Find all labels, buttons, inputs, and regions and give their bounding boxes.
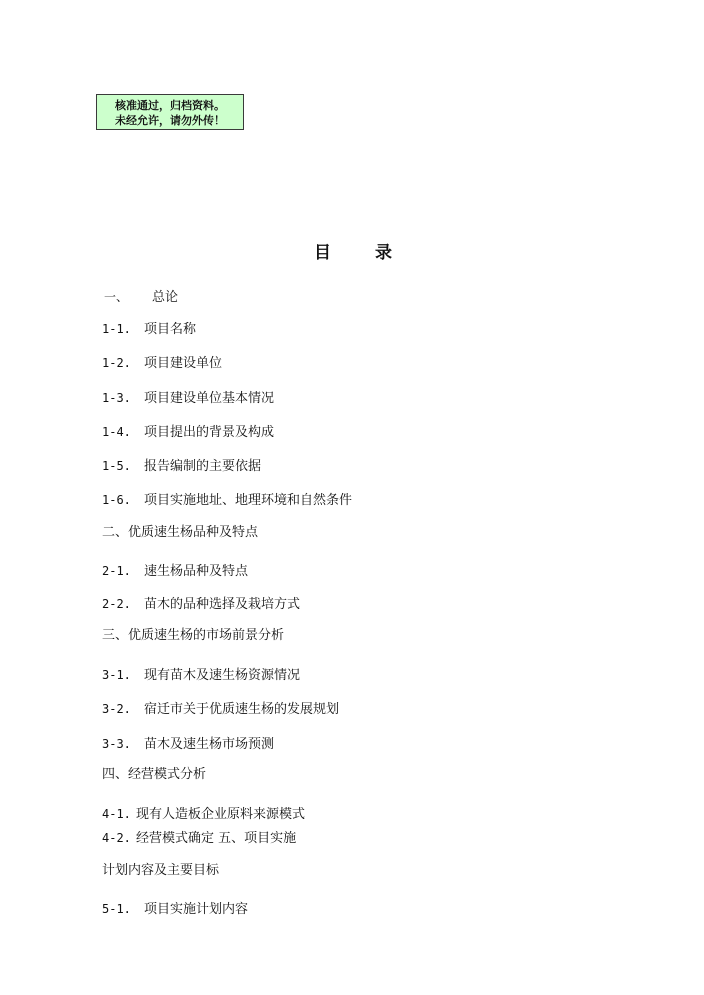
toc-num: 4-2. bbox=[102, 831, 131, 845]
toc-item bbox=[102, 492, 352, 509]
toc-item bbox=[102, 830, 296, 847]
toc-item bbox=[102, 424, 274, 441]
title-char-2: 录 bbox=[375, 243, 392, 263]
toc-num: 5-1. bbox=[102, 902, 131, 916]
toc-item bbox=[102, 390, 274, 407]
toc-num: 1-1. bbox=[102, 322, 131, 336]
toc-item bbox=[102, 596, 300, 613]
toc-section-4: 四、经营模式分析 bbox=[102, 767, 207, 782]
approval-stamp bbox=[96, 94, 244, 130]
toc-item bbox=[102, 355, 222, 372]
toc-label: 苗木及速生杨市场预测 bbox=[144, 737, 275, 752]
toc-item bbox=[102, 736, 274, 753]
toc-label: 经营模式确定 五、项目实施 bbox=[136, 831, 297, 846]
toc-num: 1-4. bbox=[102, 425, 131, 439]
toc-num: 1-2. bbox=[102, 356, 131, 370]
toc-num: 1-3. bbox=[102, 391, 131, 405]
toc-num: 3-1. bbox=[102, 668, 131, 682]
toc-num: 一、 bbox=[104, 290, 129, 304]
toc-label: 苗木的品种选择及栽培方式 bbox=[144, 597, 301, 612]
toc-item bbox=[102, 667, 300, 684]
toc-continuation: 计划内容及主要目标 bbox=[102, 863, 220, 878]
toc-num: 4-1. bbox=[102, 807, 131, 821]
toc-label: 项目建设单位基本情况 bbox=[144, 391, 275, 406]
toc-label: 速生杨品种及特点 bbox=[144, 564, 249, 579]
toc-label: 项目提出的背景及构成 bbox=[144, 425, 275, 440]
toc-item bbox=[102, 458, 261, 475]
toc-label: 项目名称 bbox=[144, 322, 197, 337]
toc-label: 总论 bbox=[152, 290, 179, 305]
toc-label: 现有人造板企业原料来源模式 bbox=[136, 807, 306, 822]
toc-num: 1-6. bbox=[102, 493, 131, 507]
toc-num: 1-5. bbox=[102, 459, 131, 473]
toc-section-1 bbox=[104, 289, 178, 306]
toc-label: 报告编制的主要依据 bbox=[144, 459, 262, 474]
toc-item bbox=[102, 563, 248, 580]
toc-label: 项目实施计划内容 bbox=[144, 902, 249, 917]
toc-num: 3-3. bbox=[102, 737, 131, 751]
toc-label: 项目建设单位 bbox=[144, 356, 223, 371]
stamp-line-2: 未经允许，请勿外传！ bbox=[115, 114, 225, 127]
toc-label: 项目实施地址、地理环境和自然条件 bbox=[144, 493, 353, 508]
toc-item bbox=[102, 321, 196, 338]
toc-section-3: 三、优质速生杨的市场前景分析 bbox=[102, 628, 285, 643]
toc-section-2: 二、优质速生杨品种及特点 bbox=[102, 525, 259, 540]
stamp-line-1: 核准通过，归档资料。 bbox=[115, 99, 225, 112]
toc-num: 2-1. bbox=[102, 564, 131, 578]
toc-item bbox=[102, 806, 305, 823]
toc-label: 宿迁市关于优质速生杨的发展规划 bbox=[144, 702, 340, 717]
title-char-1: 目 bbox=[314, 243, 331, 263]
toc-item bbox=[102, 701, 339, 718]
toc-label: 现有苗木及速生杨资源情况 bbox=[144, 668, 301, 683]
toc-item bbox=[102, 901, 248, 918]
toc-num: 3-2. bbox=[102, 702, 131, 716]
toc-num: 2-2. bbox=[102, 597, 131, 611]
